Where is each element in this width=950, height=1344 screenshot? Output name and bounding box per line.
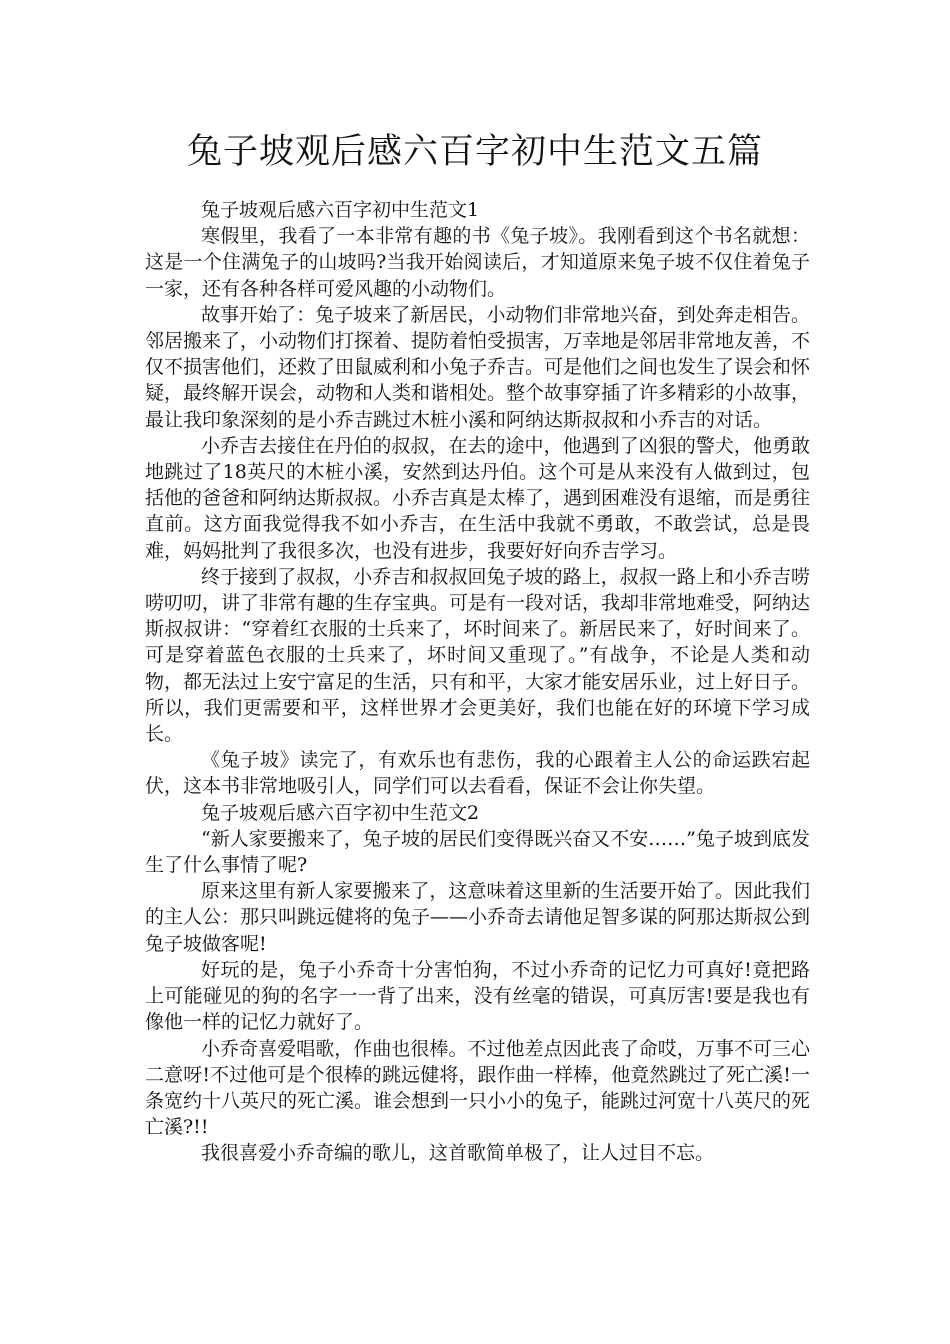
- paragraph: 我很喜爱小乔奇编的歌儿，这首歌简单极了，让人过目不忘。: [201, 1142, 715, 1165]
- paragraph: 好玩的是，兔子小乔奇十分害怕狗，不过小乔奇的记忆力可真好!竟把路上可能碰见的狗的名字一一背了出来，没有丝毫的错误，可真厉害!要是我也有像他一样的记忆力就好了。: [145, 958, 810, 1034]
- paragraph: 终于接到了叔叔，小乔吉和叔叔回兔子坡的路上，叔叔一路上和小乔吉唠唠叨叨，讲了非常有趣的生存宝典。可是有一段对话，我却非常地难受，阿纳达斯叔叔讲：“穿着红衣服的士兵来了，坏时间来了。新居民来了，好时间来了。可是穿着蓝色衣服的士兵来了，坏时间又重现了。”有战争，不论是人类和动物，都无法过上安宁富足的生活，只有和平，大家才能安居乐业，过上好日子。所以，我们更需要和平，这样世界才会更美好，我们也能在好的环境下学习成长。: [145, 565, 811, 746]
- document-body: [145, 197, 810, 1167]
- paragraph: 寒假里，我看了一本非常有趣的书《兔子坡》。我刚看到这个书名就想：这是一个住满兔子的山坡吗?当我开始阅读后，才知道原来兔子坡不仅住着兔子一家，还有各种各样可爱风趣的小动物们。: [145, 225, 810, 300]
- document-title: 兔子坡观后感六百字初中生范文五篇: [186, 132, 763, 172]
- paragraph: “新人家要搬来了，兔子坡的居民们变得既兴奋又不安……”兔子坡到底发生了什么事情了呢?: [145, 827, 810, 877]
- paragraph: 《兔子坡》读完了，有欢乐也有悲伤，我的心跟着主人公的命运跌宕起伏，这本书非常地吸引人，同学们可以去看看，保证不会让你失望。: [145, 749, 810, 798]
- paragraph: 故事开始了：兔子坡来了新居民，小动物们非常地兴奋，到处奔走相告。邻居搬来了，小动物们打探着、提防着怕受损害，万幸地是邻居非常地友善，不仅不损害他们，还救了田鼠威利和小兔子乔吉。可是他们之间也发生了误会和怀疑，最终解开误会，动物和人类和谐相处。整个故事穿插了许多精彩的小故事，最让我印象深刻的是小乔吉跳过木桩小溪和阿纳达斯叔叔和小乔吉的对话。: [145, 303, 811, 431]
- paragraph: 小乔吉去接住在丹伯的叔叔，在去的途中，他遇到了凶狠的警犬，他勇敢地跳过了18英尺的木桩小溪，安然到达丹伯。这个可是从来没有人做到过，包括他的爸爸和阿纳达斯叔叔。小乔吉真是太棒了，遇到困难没有退缩，而是勇往直前。这方面我觉得我不如小乔吉，在生活中我就不勇敢，不敢尝试，总是畏难，妈妈批判了我很多次，也没有进步，我要好好向乔吉学习。: [145, 434, 811, 562]
- paragraph: 小乔奇喜爱唱歌，作曲也很棒。不过他差点因此丧了命哎，万事不可三心二意呀!不过他可是个很棒的跳远健将，跟作曲一样棒，他竟然跳过了死亡溪!一条宽约十八英尺的死亡溪。谁会想到一只小小的兔子，能跳过河宽十八英尺的死亡溪?!!: [145, 1037, 811, 1139]
- essay-heading-1: 兔子坡观后感六百字初中生范文1: [201, 199, 480, 221]
- essay-heading-2: 兔子坡观后感六百字初中生范文2: [201, 801, 480, 824]
- paragraph: 原来这里有新人家要搬来了，这意味着这里新的生活要开始了。因此我们的主人公：那只叫跳远健将的兔子——小乔奇去请他足智多谋的阿那达斯叔公到兔子坡做客呢!: [145, 880, 811, 955]
